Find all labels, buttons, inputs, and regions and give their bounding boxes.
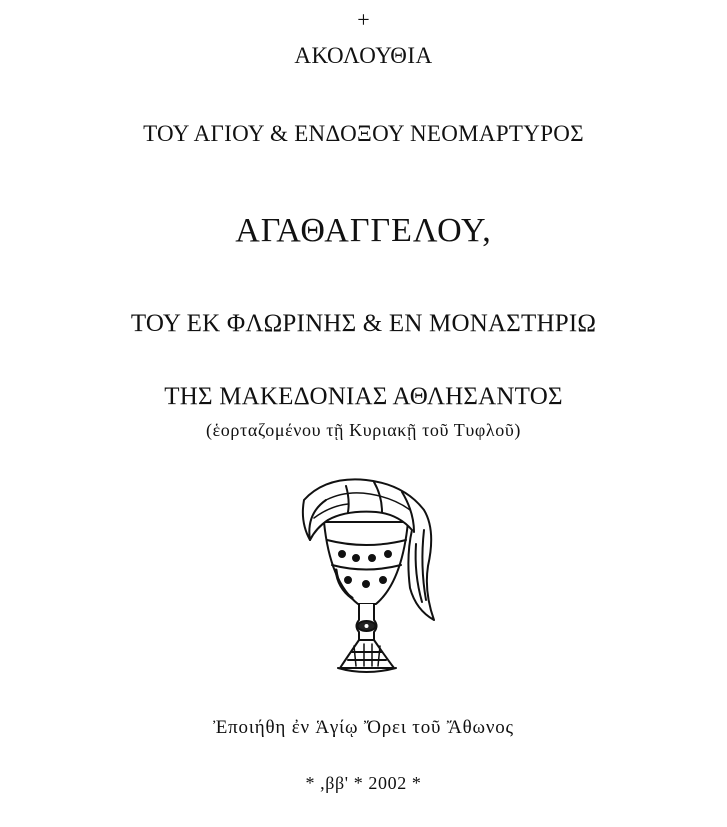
feast-note: (ἑορταζομένου τῇ Κυριακῇ τοῦ Τυφλοῦ) [206,420,521,440]
martyrdom-region: ΤΗΣ ΜΑΚΕΔΟΝΙΑΣ ΑΘΛΗΣΑΝΤΟΣ [164,383,563,410]
cross-symbol: + [357,7,370,32]
saint-origin: ΤΟΥ ΕΚ ΦΛΩΡΙΝΗΣ & ΕΝ ΜΟΝΑΣΤΗΡΙΩ [130,310,597,337]
saint-name: ΑΓΑΘΑΓΓΕΛΟΥ, [235,212,492,249]
title-subline: ΤΟΥ ΑΓΙΟΥ & ΕΝΔΟΞΟΥ ΝΕΟΜΑΡΤΥΡΟΣ [143,121,584,146]
chalice-with-veil-icon [286,470,448,680]
title-akolouthia: ΑΚΟΛΟΥΘΙΑ [294,43,433,68]
place-of-composition: Ἐποιήθη ἐν Ἁγίῳ Ὄρει τοῦ Ἄθωνος [213,717,514,738]
publication-date: * ,ββ' * 2002 * [305,773,422,793]
